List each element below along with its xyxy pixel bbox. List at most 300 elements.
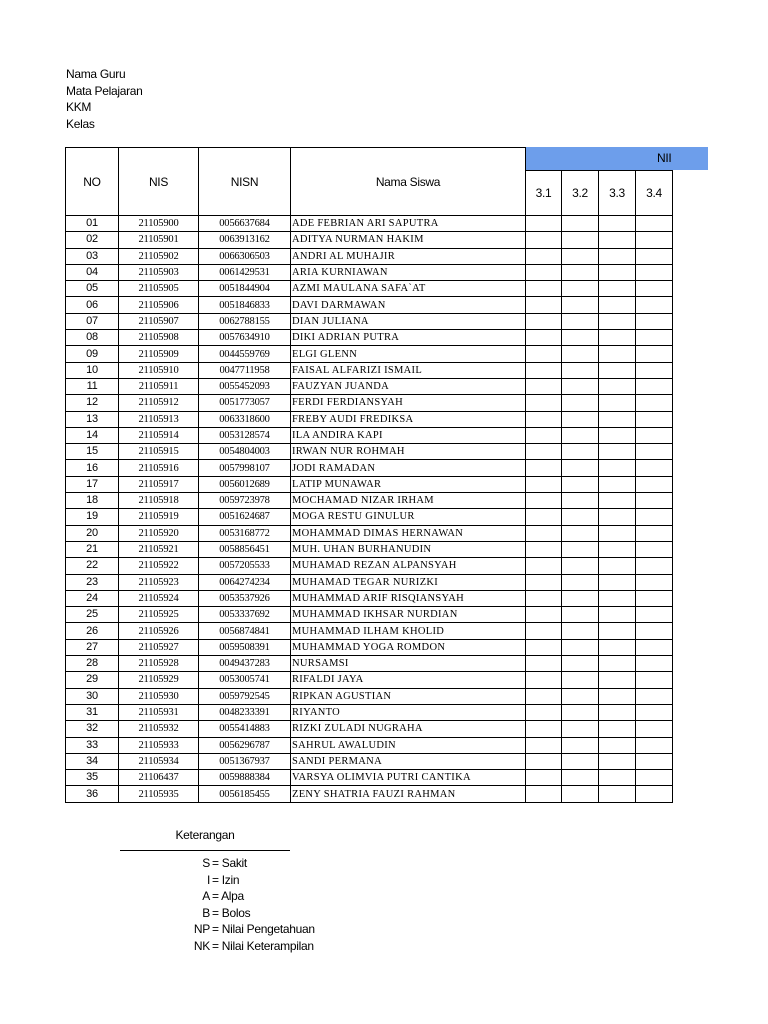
grade-cell[interactable] (562, 541, 599, 557)
grade-cell[interactable] (636, 444, 673, 460)
grade-cell[interactable] (562, 427, 599, 443)
row-number: 06 (66, 297, 119, 313)
grade-cell[interactable] (636, 656, 673, 672)
row-student-name: SAHRUL AWALUDIN (291, 737, 526, 753)
grade-cell[interactable] (526, 639, 562, 655)
grade-cell[interactable] (526, 541, 562, 557)
grade-cell[interactable] (636, 737, 673, 753)
row-nis: 21105905 (119, 281, 199, 297)
grade-cell[interactable] (599, 297, 636, 313)
row-number: 13 (66, 411, 119, 427)
table-row (66, 444, 673, 460)
grade-cell[interactable] (526, 493, 562, 509)
grade-cell[interactable] (636, 346, 673, 362)
grade-cell[interactable] (636, 232, 673, 248)
grade-cell[interactable] (526, 444, 562, 460)
row-student-name: DIAN JULIANA (291, 313, 526, 329)
legend-equals: = Alpa (212, 889, 244, 904)
row-number: 18 (66, 493, 119, 509)
grade-cell[interactable] (526, 737, 562, 753)
table-row (66, 493, 673, 509)
row-student-name: MUHAMMAD ILHAM KHOLID (291, 623, 526, 639)
table-row (66, 427, 673, 443)
header-student-name: Nama Siswa (291, 148, 526, 216)
row-nis: 21105931 (119, 704, 199, 720)
table-row (66, 672, 673, 688)
row-nis: 21105932 (119, 721, 199, 737)
legend-label: Sakit (221, 856, 247, 870)
grade-cell[interactable] (526, 786, 562, 802)
grade-cell[interactable] (599, 313, 636, 329)
header-kd-3-4: 3.4 (636, 171, 673, 216)
grade-cell[interactable] (562, 313, 599, 329)
grade-cell[interactable] (562, 688, 599, 704)
row-nis: 21105909 (119, 346, 199, 362)
legend-code: NP (193, 922, 210, 937)
row-student-name: ELGI GLENN (291, 346, 526, 362)
row-number: 19 (66, 509, 119, 525)
grade-cell[interactable] (636, 411, 673, 427)
row-number: 16 (66, 460, 119, 476)
grade-cell[interactable] (526, 509, 562, 525)
grade-cell[interactable] (636, 378, 673, 394)
grade-cell[interactable] (526, 281, 562, 297)
grade-cell[interactable] (562, 558, 599, 574)
grade-cell[interactable] (636, 264, 673, 280)
row-number: 04 (66, 264, 119, 280)
grade-cell[interactable] (562, 216, 599, 232)
grade-cell[interactable] (636, 460, 673, 476)
grade-cell[interactable] (526, 753, 562, 769)
grade-cell[interactable] (599, 558, 636, 574)
row-nisn: 0055414883 (199, 721, 291, 737)
grade-cell[interactable] (526, 770, 562, 786)
grade-cell[interactable] (599, 656, 636, 672)
table-row (66, 460, 673, 476)
grade-cell[interactable] (562, 704, 599, 720)
grade-cell[interactable] (636, 590, 673, 606)
row-student-name: ADE FEBRIAN ARI SAPUTRA (291, 216, 526, 232)
row-nis: 21105900 (119, 216, 199, 232)
row-number: 08 (66, 330, 119, 346)
legend-label: Alpa (221, 889, 244, 904)
grade-cell[interactable] (526, 672, 562, 688)
grade-cell[interactable] (562, 281, 599, 297)
row-nis: 21106437 (119, 770, 199, 786)
grade-cell[interactable] (599, 395, 636, 411)
row-student-name: MUHAMAD REZAN ALPANSYAH (291, 558, 526, 574)
grade-cell[interactable] (599, 476, 636, 492)
legend-item (110, 855, 360, 872)
grade-cell[interactable] (526, 460, 562, 476)
grade-cell[interactable] (562, 770, 599, 786)
row-nis: 21105926 (119, 623, 199, 639)
grade-cell[interactable] (562, 493, 599, 509)
grade-cell[interactable] (526, 525, 562, 541)
row-nisn: 0057205533 (199, 558, 291, 574)
row-nisn: 0053168772 (199, 525, 291, 541)
row-nis: 21105922 (119, 558, 199, 574)
grade-cell[interactable] (562, 264, 599, 280)
grade-cell[interactable] (599, 460, 636, 476)
row-number: 05 (66, 281, 119, 297)
table-row (66, 721, 673, 737)
grade-cell[interactable] (526, 721, 562, 737)
grade-cell[interactable] (599, 248, 636, 264)
grade-cell[interactable] (599, 330, 636, 346)
grade-cell[interactable] (526, 378, 562, 394)
grade-cell[interactable] (636, 704, 673, 720)
grade-cell[interactable] (526, 362, 562, 378)
grade-cell[interactable] (599, 264, 636, 280)
row-nis: 21105920 (119, 525, 199, 541)
table-row (66, 737, 673, 753)
grade-cell[interactable] (526, 656, 562, 672)
table-row (66, 330, 673, 346)
row-nis: 21105924 (119, 590, 199, 606)
grade-cell[interactable] (636, 786, 673, 802)
grade-cell[interactable] (562, 786, 599, 802)
table-row (66, 786, 673, 802)
row-student-name: ARIA KURNIAWAN (291, 264, 526, 280)
grade-cell[interactable] (526, 330, 562, 346)
grade-cell[interactable] (636, 509, 673, 525)
row-number: 09 (66, 346, 119, 362)
grade-cell[interactable] (562, 574, 599, 590)
row-nis: 21105907 (119, 313, 199, 329)
row-nisn: 0064274234 (199, 574, 291, 590)
row-nisn: 0066306503 (199, 248, 291, 264)
row-nis: 21105919 (119, 509, 199, 525)
row-number: 12 (66, 395, 119, 411)
grade-cell[interactable] (636, 541, 673, 557)
grade-cell[interactable] (599, 346, 636, 362)
row-student-name: ANDRI AL MUHAJIR (291, 248, 526, 264)
legend-code: S (202, 856, 210, 870)
table-row (66, 688, 673, 704)
row-student-name: ILA ANDIRA KAPI (291, 427, 526, 443)
grade-cell[interactable] (526, 607, 562, 623)
row-student-name: AZMI MAULANA SAFA`AT (291, 281, 526, 297)
grade-cell[interactable] (526, 590, 562, 606)
grade-cell[interactable] (599, 378, 636, 394)
row-nis: 21105933 (119, 737, 199, 753)
table-row (66, 281, 673, 297)
row-nis: 21105930 (119, 688, 199, 704)
row-nis: 21105915 (119, 444, 199, 460)
grade-cell[interactable] (526, 264, 562, 280)
grade-cell[interactable] (562, 476, 599, 492)
legend-title: Keterangan (175, 828, 235, 842)
grade-cell[interactable] (636, 607, 673, 623)
header-nisn: NISN (199, 148, 291, 216)
row-number: 25 (66, 607, 119, 623)
grade-cell[interactable] (562, 672, 599, 688)
row-student-name: MOHAMMAD DIMAS HERNAWAN (291, 525, 526, 541)
row-student-name: MUHAMMAD YOGA ROMDON (291, 639, 526, 655)
grade-cell[interactable] (636, 623, 673, 639)
row-student-name: LATIP MUNAWAR (291, 476, 526, 492)
grade-cell[interactable] (526, 558, 562, 574)
row-number: 32 (66, 721, 119, 737)
grade-cell[interactable] (526, 346, 562, 362)
table-row (66, 558, 673, 574)
grade-cell[interactable] (562, 590, 599, 606)
row-nis: 21105925 (119, 607, 199, 623)
row-student-name: SANDI PERMANA (291, 753, 526, 769)
table-row (66, 704, 673, 720)
grade-cell[interactable] (526, 476, 562, 492)
student-grade-table (65, 147, 673, 803)
student-rows (66, 216, 673, 803)
grade-cell[interactable] (636, 476, 673, 492)
row-nisn: 0051844904 (199, 281, 291, 297)
grade-cell[interactable] (526, 704, 562, 720)
table-row (66, 216, 673, 232)
grade-cell[interactable] (636, 248, 673, 264)
grade-cell[interactable] (599, 753, 636, 769)
grade-cell[interactable] (599, 493, 636, 509)
grade-cell[interactable] (599, 362, 636, 378)
legend-equals: = Nilai Pengetahuan (212, 922, 315, 937)
grade-cell[interactable] (562, 297, 599, 313)
row-nisn: 0047711958 (199, 362, 291, 378)
grade-cell[interactable] (526, 427, 562, 443)
grade-cell[interactable] (636, 493, 673, 509)
grade-cell[interactable] (562, 623, 599, 639)
row-nis: 21105908 (119, 330, 199, 346)
row-nisn: 0056874841 (199, 623, 291, 639)
row-student-name: FERDI FERDIANSYAH (291, 395, 526, 411)
grade-cell[interactable] (599, 704, 636, 720)
grade-cell[interactable] (636, 639, 673, 655)
row-nisn: 0056296787 (199, 737, 291, 753)
legend-item (110, 921, 360, 938)
row-nisn: 0057634910 (199, 330, 291, 346)
row-student-name: DIKI ADRIAN PUTRA (291, 330, 526, 346)
row-nis: 21105912 (119, 395, 199, 411)
row-nis: 21105906 (119, 297, 199, 313)
grade-cell[interactable] (562, 607, 599, 623)
grade-cell[interactable] (562, 444, 599, 460)
row-student-name: MUH. UHAN BURHANUDIN (291, 541, 526, 557)
row-student-name: JODI RAMADAN (291, 460, 526, 476)
grade-cell[interactable] (599, 525, 636, 541)
grade-cell[interactable] (636, 297, 673, 313)
row-number: 26 (66, 623, 119, 639)
row-nisn: 0059508391 (199, 639, 291, 655)
grade-cell[interactable] (562, 411, 599, 427)
row-student-name: RIYANTO (291, 704, 526, 720)
row-nisn: 0059792545 (199, 688, 291, 704)
row-student-name: DAVI DARMAWAN (291, 297, 526, 313)
table-row (66, 509, 673, 525)
grade-cell[interactable] (562, 362, 599, 378)
nilai-header-label: NII (657, 151, 672, 165)
row-student-name: NURSAMSI (291, 656, 526, 672)
row-student-name: ZENY SHATRIA FAUZI RAHMAN (291, 786, 526, 802)
table-row (66, 378, 673, 394)
row-nisn: 0053337692 (199, 607, 291, 623)
row-nisn: 0054804003 (199, 444, 291, 460)
row-nisn: 0057998107 (199, 460, 291, 476)
grade-cell[interactable] (636, 427, 673, 443)
grade-cell[interactable] (562, 248, 599, 264)
grade-cell[interactable] (599, 737, 636, 753)
grade-cell[interactable] (599, 590, 636, 606)
grade-cell[interactable] (526, 216, 562, 232)
grade-cell[interactable] (599, 574, 636, 590)
grade-cell[interactable] (599, 607, 636, 623)
legend-list (110, 855, 360, 955)
row-number: 22 (66, 558, 119, 574)
grade-cell[interactable] (562, 656, 599, 672)
row-student-name: MUHAMMAD ARIF RISQIANSYAH (291, 590, 526, 606)
grade-cell[interactable] (526, 395, 562, 411)
grade-cell[interactable] (562, 737, 599, 753)
grade-cell[interactable] (636, 281, 673, 297)
table-row (66, 232, 673, 248)
grade-cell[interactable] (636, 753, 673, 769)
grade-cell[interactable] (562, 639, 599, 655)
row-number: 14 (66, 427, 119, 443)
table-row (66, 476, 673, 492)
grade-cell[interactable] (599, 721, 636, 737)
grade-cell[interactable] (599, 427, 636, 443)
grade-cell[interactable] (526, 411, 562, 427)
grade-cell[interactable] (526, 688, 562, 704)
row-number: 07 (66, 313, 119, 329)
row-nisn: 0056637684 (199, 216, 291, 232)
row-nisn: 0053128574 (199, 427, 291, 443)
grade-cell[interactable] (636, 688, 673, 704)
row-number: 11 (66, 378, 119, 394)
grade-cell[interactable] (599, 623, 636, 639)
grade-cell[interactable] (599, 786, 636, 802)
grade-cell[interactable] (526, 623, 562, 639)
row-student-name: MUHAMAD TEGAR NURIZKI (291, 574, 526, 590)
grade-cell[interactable] (562, 378, 599, 394)
grade-cell[interactable] (526, 248, 562, 264)
grade-cell[interactable] (526, 313, 562, 329)
header-kd-3-2: 3.2 (562, 171, 599, 216)
grade-cell[interactable] (599, 444, 636, 460)
table-row (66, 753, 673, 769)
row-nis: 21105902 (119, 248, 199, 264)
legend-label: Bolos (221, 905, 251, 920)
grade-cell[interactable] (599, 672, 636, 688)
grade-cell[interactable] (636, 558, 673, 574)
grade-cell[interactable] (526, 232, 562, 248)
row-nisn: 0051624687 (199, 509, 291, 525)
header-kd-3-1: 3.1 (526, 171, 562, 216)
grade-cell[interactable] (636, 525, 673, 541)
grade-cell[interactable] (562, 460, 599, 476)
grade-cell[interactable] (562, 721, 599, 737)
header-kd-3-3: 3.3 (599, 171, 636, 216)
row-student-name: RIPKAN AGUSTIAN (291, 688, 526, 704)
grade-cell[interactable] (599, 688, 636, 704)
grade-cell[interactable] (599, 541, 636, 557)
row-nisn: 0063913162 (199, 232, 291, 248)
header-nis: NIS (119, 148, 199, 216)
row-number: 27 (66, 639, 119, 655)
row-nisn: 0059723978 (199, 493, 291, 509)
legend-code: NK (193, 938, 210, 953)
grade-cell[interactable] (562, 346, 599, 362)
row-nisn: 0053537926 (199, 590, 291, 606)
row-number: 36 (66, 786, 119, 802)
table-row (66, 525, 673, 541)
row-number: 28 (66, 656, 119, 672)
row-nisn: 0059888384 (199, 770, 291, 786)
table-row (66, 313, 673, 329)
grade-cell[interactable] (526, 297, 562, 313)
grade-cell[interactable] (562, 509, 599, 525)
grade-cell[interactable] (636, 216, 673, 232)
legend-code: B (202, 905, 210, 920)
grade-cell[interactable] (599, 509, 636, 525)
row-student-name: FAISAL ALFARIZI ISMAIL (291, 362, 526, 378)
grade-cell[interactable] (562, 330, 599, 346)
row-nis: 21105914 (119, 427, 199, 443)
row-student-name: IRWAN NUR ROHMAH (291, 444, 526, 460)
row-nis: 21105916 (119, 460, 199, 476)
grade-cell[interactable] (562, 232, 599, 248)
row-number: 03 (66, 248, 119, 264)
legend-equals: = Bolos (212, 905, 251, 920)
grade-cell[interactable] (636, 313, 673, 329)
grade-cell[interactable] (562, 753, 599, 769)
row-nisn: 0051773057 (199, 395, 291, 411)
grade-cell[interactable] (599, 281, 636, 297)
grade-cell[interactable] (599, 639, 636, 655)
row-nis: 21105929 (119, 672, 199, 688)
grade-cell[interactable] (526, 574, 562, 590)
grade-cell[interactable] (599, 216, 636, 232)
grade-cell[interactable] (562, 525, 599, 541)
row-number: 35 (66, 770, 119, 786)
grade-cell[interactable] (636, 672, 673, 688)
row-nisn: 0056012689 (199, 476, 291, 492)
row-number: 31 (66, 704, 119, 720)
row-nisn: 0063318600 (199, 411, 291, 427)
row-nis: 21105923 (119, 574, 199, 590)
row-nis: 21105903 (119, 264, 199, 280)
table-row (66, 639, 673, 655)
row-number: 01 (66, 216, 119, 232)
grade-cell[interactable] (636, 770, 673, 786)
legend-label: Nilai Keterampilan (221, 938, 314, 953)
grade-cell[interactable] (599, 232, 636, 248)
row-nisn: 0051846833 (199, 297, 291, 313)
grade-cell[interactable] (636, 721, 673, 737)
grade-cell[interactable] (599, 411, 636, 427)
row-number: 17 (66, 476, 119, 492)
row-nis: 21105935 (119, 786, 199, 802)
grade-cell[interactable] (562, 395, 599, 411)
row-number: 02 (66, 232, 119, 248)
legend-divider (120, 850, 290, 851)
row-student-name: RIFALDI JAYA (291, 672, 526, 688)
grade-cell[interactable] (636, 330, 673, 346)
row-nis: 21105934 (119, 753, 199, 769)
grade-cell[interactable] (636, 395, 673, 411)
grade-cell[interactable] (636, 574, 673, 590)
grade-cell[interactable] (636, 362, 673, 378)
grade-cell[interactable] (599, 770, 636, 786)
row-nisn: 0058856451 (199, 541, 291, 557)
